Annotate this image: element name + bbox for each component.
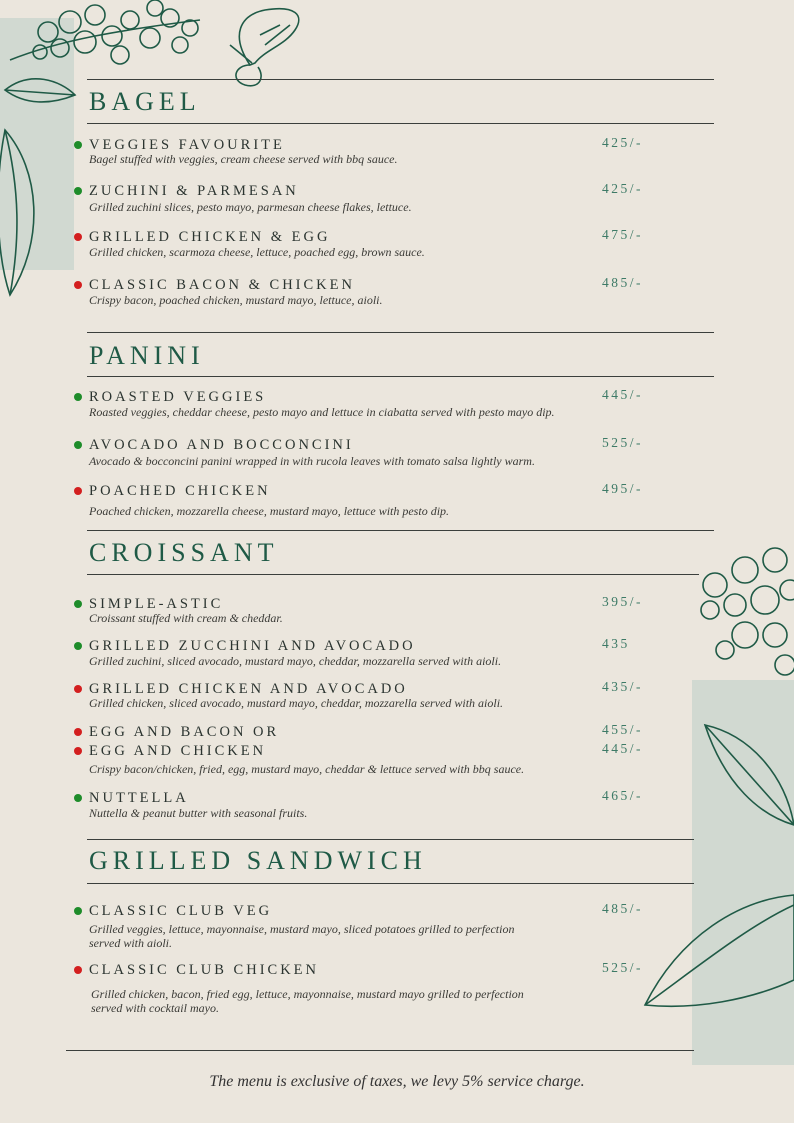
menu-item-veggies-favourite [74,135,674,166]
item-description: Bagel stuffed with veggies, cream cheese served with bbq sauce. [89,152,398,166]
item-price: 495/- [602,481,643,496]
menu-item-zuchini-parmesan [74,181,674,214]
item-name: GRILLED ZUCCHINI AND AVOCADO [89,638,416,654]
item-name: GRILLED CHICKEN & EGG [89,229,331,245]
item-price: 525/- [602,435,643,450]
section-rule [87,530,714,531]
item-price: 395/- [602,594,643,609]
decor-panel-left [0,18,74,270]
item-name: POACHED CHICKEN [89,483,271,499]
menu-item-egg-and-chicken [74,741,674,776]
item-description: Roasted veggies, cheddar cheese, pesto mayo and lettuce in ciabatta served with pesto mayo dip. [89,405,555,419]
veg-dot-icon [74,907,82,915]
veg-dot-icon [74,642,82,650]
item-price: 435 [602,636,630,651]
menu-item-nuttella [74,788,674,820]
section-rule [87,79,714,80]
menu-item-poached-chicken [74,481,674,518]
item-price: 465/- [602,788,643,803]
item-description: Grilled chicken, scarmoza cheese, lettuce, poached egg, brown sauce. [89,245,425,259]
menu-item-roasted-veggies [74,387,674,419]
veg-dot-icon [74,393,82,401]
menu-item-classic-bacon-chicken [74,275,674,307]
item-description-continued: served with cocktail mayo. [91,1001,219,1015]
section-rule [87,883,694,884]
section-title-croissant: CROISSANT [89,538,279,567]
item-description: Grilled veggies, lettuce, mayonnaise, mustard mayo, sliced potatoes grilled to perfection [89,922,515,936]
non-veg-dot-icon [74,233,82,241]
menu-item-grilled-chicken-egg [74,227,674,259]
veg-dot-icon [74,441,82,449]
menu-item-simple-astic [74,594,674,625]
item-name: AVOCADO AND BOCCONCINI [89,437,354,453]
section-rule [87,574,699,575]
decor-panel-right [692,680,794,1065]
menu-item-avocado-bocconcini [74,435,674,468]
veg-dot-icon [74,141,82,149]
menu-item-classic-club-chicken [74,960,674,1015]
section-title-grilled-sandwich: GRILLED SANDWICH [89,846,427,875]
item-description: Grilled zuchini, sliced avocado, mustard mayo, cheddar, mozzarella served with aioli. [89,654,502,668]
item-name: CLASSIC CLUB VEG [89,903,273,919]
item-name: CLASSIC BACON & CHICKEN [89,277,355,293]
non-veg-dot-icon [74,966,82,974]
item-price: 435/- [602,679,643,694]
menu-item-grilled-zucchini-avocado [74,636,674,668]
item-description: Grilled chicken, sliced avocado, mustard mayo, cheddar, mozzarella served with aioli. [89,696,504,710]
menu-item-egg-and-bacon-or [74,724,674,742]
menu-item-grilled-chicken-avocado [74,679,674,710]
item-price: 425/- [602,135,643,150]
section-title-bagel: BAGEL [89,87,201,116]
section-rule [87,376,714,377]
non-veg-dot-icon [74,281,82,289]
veg-dot-icon [74,187,82,195]
footer-rule [66,1050,694,1051]
item-name: ZUCHINI & PARMESAN [89,183,299,199]
section-rule [87,332,714,333]
section-title-panini: PANINI [89,341,205,370]
item-name: VEGGIES FAVOURITE [89,137,285,153]
item-description: Crispy bacon, poached chicken, mustard mayo, lettuce, aioli. [89,293,383,307]
item-description: Avocado & bocconcini panini wrapped in with rucola leaves with tomato salsa lightly warm. [89,454,535,468]
item-name: SIMPLE-ASTIC [89,596,224,612]
non-veg-dot-icon [74,728,82,736]
item-price: 525/- [602,960,643,975]
veg-dot-icon [74,600,82,608]
berry-branch-illustration-right [690,540,794,700]
item-description: Poached chicken, mozzarella cheese, mustard mayo, lettuce with pesto dip. [89,504,450,518]
menu-item-classic-club-veg [74,901,674,950]
item-name: CLASSIC CLUB CHICKEN [89,962,319,978]
non-veg-dot-icon [74,487,82,495]
item-price: 485/- [602,901,643,916]
item-name: NUTTELLA [89,790,189,806]
non-veg-dot-icon [74,685,82,693]
item-price: 475/- [602,227,643,242]
item-price: 445/- [602,741,643,756]
item-description-continued: served with aioli. [89,936,172,950]
item-description: Crispy bacon/chicken, fried, egg, mustard mayo, cheddar & lettuce served with bbq sauce. [89,762,525,776]
item-price: 455/- [602,722,643,737]
section-rule [87,839,694,840]
item-description: Grilled chicken, bacon, fried egg, lettuce, mayonnaise, mustard mayo grilled to perfection [91,987,524,1001]
item-price: 445/- [602,387,643,402]
item-description: Grilled zuchini slices, pesto mayo, parmesan cheese flakes, lettuce. [89,200,412,214]
item-name: GRILLED CHICKEN AND AVOCADO [89,681,408,697]
item-description: Croissant stuffed with cream & cheddar. [89,611,283,625]
butterfly-illustration [210,5,310,90]
item-name: EGG AND CHICKEN [89,743,267,759]
footer-note: The menu is exclusive of taxes, we levy 5% service charge. [209,1073,585,1090]
item-description: Nuttella & peanut butter with seasonal fruits. [89,806,308,820]
section-rule [87,123,714,124]
item-price: 485/- [602,275,643,290]
item-name: EGG AND BACON OR [89,724,280,740]
item-price: 425/- [602,181,643,196]
item-name: ROASTED VEGGIES [89,389,267,405]
veg-dot-icon [74,794,82,802]
non-veg-dot-icon [74,747,82,755]
